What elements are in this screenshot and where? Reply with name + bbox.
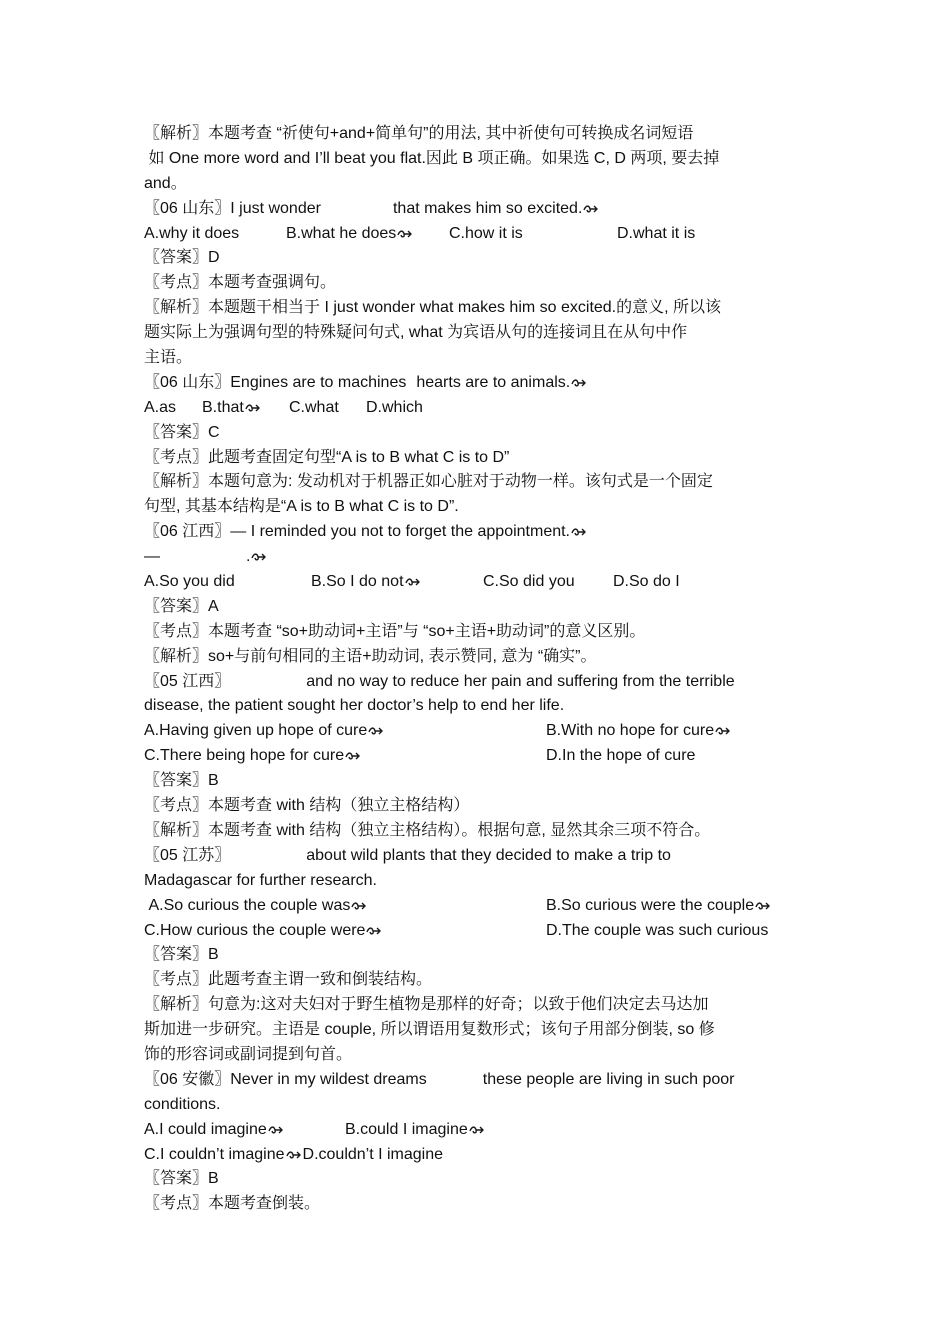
para-mark-icon — [405, 577, 422, 587]
option: A.Having given up hope of cure — [144, 719, 546, 744]
para-mark-icon — [755, 901, 772, 911]
option: C.There being hope for cure — [144, 744, 546, 769]
question-stem: 〖05 江西〗 and no way to reduce her pain and suffering from the terrible — [144, 672, 735, 690]
answer-line: 〖答案〗B — [144, 1170, 219, 1188]
point-line: 〖考点〗此题考查主谓一致和倒装结构。 — [144, 971, 433, 989]
analysis-line: 句型, 其基本结构是“A is to B what C is to D”. — [144, 498, 459, 516]
question-stem: 〖06 山东〗Engines are to machines hearts are to animals. — [144, 371, 812, 396]
point-line: 〖考点〗本题考查 “so+助动词+主语”与 “so+主语+助动词”的意义区别。 — [144, 622, 646, 640]
option: C.How curious the couple were — [144, 919, 546, 944]
option: C.how it is — [449, 224, 523, 242]
para-mark-icon — [397, 229, 414, 239]
options-row — [144, 1118, 812, 1143]
answer-line: 〖答案〗A — [144, 597, 219, 615]
option: B.With no hope for cure — [546, 719, 732, 744]
option: D.what it is — [617, 224, 696, 242]
question-stem: 〖06 安徽〗Never in my wildest dreams these people are living in such poor — [144, 1070, 735, 1088]
question-stem: 〖05 江苏〗 about wild plants that they decided to make a trip to — [144, 846, 671, 864]
analysis-line: 斯加进一步研究。主语是 couple, 所以谓语用复数形式；该句子用部分倒装, so 修 — [144, 1021, 715, 1039]
question-stem: — . — [144, 545, 812, 570]
question-stem: disease, the patient sought her doctor’s help to end her life. — [144, 697, 565, 715]
para-mark-icon — [715, 726, 732, 736]
option: C.So did you — [483, 573, 575, 591]
analysis-line: 〖解析〗so+与前句相同的主语+助动词, 表示赞同, 意为 “确实”。 — [144, 647, 597, 665]
para-mark-icon — [366, 926, 383, 936]
question-stem: conditions. — [144, 1095, 221, 1113]
analysis-line: 〖解析〗本题题干相当于 I just wonder what makes him so excited.的意义, 所以该 — [144, 299, 722, 317]
point-line: 〖考点〗本题考查倒装。 — [144, 1195, 321, 1213]
option: D.couldn’t I imagine — [302, 1145, 444, 1163]
options-row — [144, 744, 812, 769]
option: B.So curious were the couple — [546, 894, 772, 919]
point-line: 〖考点〗本题考查强调句。 — [144, 274, 337, 292]
analysis-line: 〖解析〗句意为:这对夫妇对于野生植物是那样的好奇；以致于他们决定去马达加 — [144, 996, 709, 1014]
analysis-line: 主语。 — [144, 349, 193, 367]
para-mark-icon — [251, 552, 268, 562]
option: A.So curious the couple was — [144, 894, 546, 919]
para-mark-icon — [286, 1150, 303, 1160]
option: D.In the hope of cure — [546, 747, 696, 765]
options-row — [144, 570, 812, 595]
option: A.as — [144, 398, 177, 416]
options-row — [144, 396, 812, 421]
para-mark-icon — [351, 901, 368, 911]
question-stem: Madagascar for further research. — [144, 871, 377, 889]
options-row — [144, 719, 812, 744]
option: D.So do I — [613, 573, 680, 591]
analysis-line: 〖解析〗本题句意为: 发动机对于机器正如心脏对于动物一样。该句式是一个固定 — [144, 473, 713, 491]
answer-line: 〖答案〗D — [144, 249, 220, 267]
para-mark-icon — [345, 751, 362, 761]
options-row — [144, 919, 812, 944]
para-mark-icon — [571, 527, 588, 537]
document-page — [144, 122, 812, 1217]
option: D.The couple was such curious — [546, 921, 769, 939]
para-mark-icon — [583, 204, 600, 214]
answer-line: 〖答案〗B — [144, 772, 219, 790]
analysis-line: 饰的形容词或副词提到句首。 — [144, 1045, 353, 1063]
para-mark-icon — [571, 378, 588, 388]
answer-line: 〖答案〗B — [144, 946, 219, 964]
question-stem: 〖06 山东〗I just wonder that makes him so excited. — [144, 197, 812, 222]
option: A.why it does — [144, 224, 240, 242]
option: C.I couldn’t imagine — [144, 1145, 285, 1163]
option: C.what — [289, 398, 339, 416]
options-row — [144, 894, 812, 919]
point-line: 〖考点〗此题考查固定句型“A is to B what C is to D” — [144, 448, 510, 466]
text-line: 如 One more word and I’ll beat you flat.因此 B 项正确。如果选 C, D 两项, 要去掉 — [148, 149, 720, 167]
question-stem: 〖06 江西〗— I reminded you not to forget the appointment. — [144, 520, 812, 545]
options-row — [144, 1143, 812, 1168]
option: D.which — [366, 398, 423, 416]
para-mark-icon — [268, 1125, 285, 1135]
point-line: 〖考点〗本题考查 with 结构（独立主格结构） — [144, 797, 470, 815]
options-row — [144, 222, 812, 247]
option: B.So I do not — [311, 570, 483, 595]
text-line: and。 — [144, 174, 187, 192]
para-mark-icon — [368, 726, 385, 736]
option: B.could I imagine — [345, 1118, 486, 1143]
para-mark-icon — [245, 403, 262, 413]
option: A.So you did — [144, 573, 235, 591]
analysis-line: 题实际上为强调句型的特殊疑问句式, what 为宾语从句的连接词且在从句中作 — [144, 324, 688, 342]
answer-line: 〖答案〗C — [144, 423, 220, 441]
para-mark-icon — [469, 1125, 486, 1135]
option: B.what he does — [286, 222, 449, 247]
option: A.I could imagine — [144, 1118, 345, 1143]
option: B.that — [202, 396, 289, 421]
text-line: 〖解析〗本题考查 “祈使句+and+简单句”的用法, 其中祈使句可转换成名词短语 — [144, 125, 694, 142]
analysis-line: 〖解析〗本题考查 with 结构（独立主格结构）。根据句意, 显然其余三项不符合。 — [144, 821, 711, 839]
